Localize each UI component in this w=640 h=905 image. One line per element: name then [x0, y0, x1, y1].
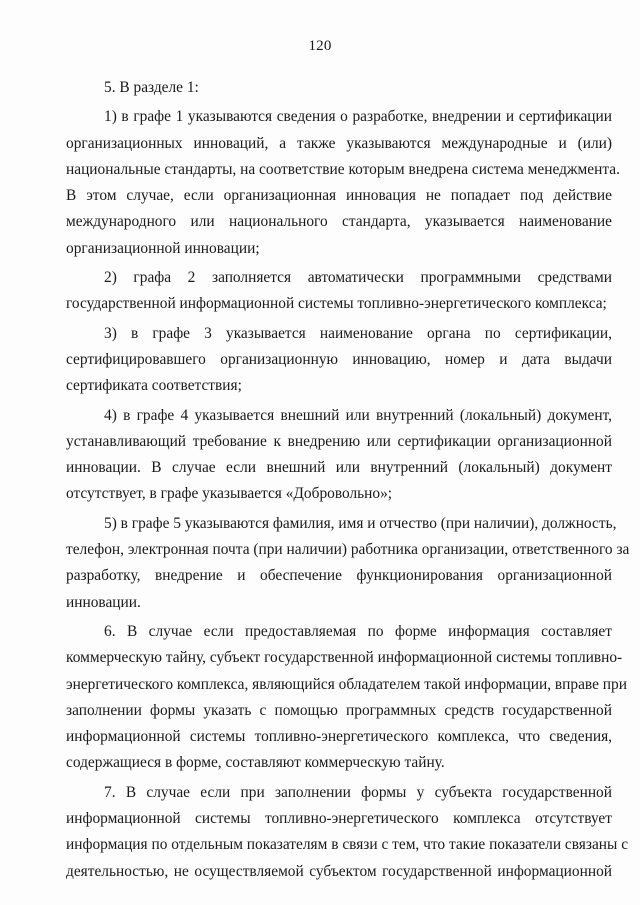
text-line: 5. В разделе 1:	[104, 79, 199, 96]
text-line: деятельностью, не осуществляемой субъектом государственной информационной	[66, 862, 612, 880]
text-line: организационных инноваций, а также указываются международные и (или)	[66, 134, 612, 152]
text-line: устанавливающий требование к внедрению или сертификации организационной	[66, 432, 612, 450]
text-line: телефон, электронная почта (при наличии) работника организации, ответственного за	[66, 541, 630, 559]
text-line: государственной информационной системы топливно-энергетического комплекса;	[66, 295, 607, 313]
text-line: информационной системы топливно-энергетического комплекса отсутствует	[66, 810, 612, 828]
text-line: инновации.	[66, 593, 141, 611]
text-line: коммерческую тайну, субъект государственной информационной системы топливно-	[66, 649, 623, 667]
text-line: заполнении формы указать с помощью программных средств государственной	[66, 701, 612, 719]
text-line: международного или национального стандарта, указывается наименование	[66, 213, 612, 231]
text-line: 1) в графе 1 указываются сведения о разработке, внедрении и сертификации	[104, 108, 612, 126]
text-line: сертификата соответствия;	[66, 377, 242, 395]
text-line: 7. В случае если при заполнении формы у субъекта государственной	[104, 783, 612, 801]
text-line: содержащиеся в форме, составляют коммерческую тайну.	[66, 754, 445, 772]
text-line: сертифицировавшего организационную инновацию, номер и дата выдачи	[66, 350, 612, 368]
text-line: 3) в графе 3 указывается наименование органа по сертификации,	[104, 324, 612, 342]
document-body	[66, 75, 630, 885]
text-line: информационной системы топливно-энергетического комплекса, что сведения,	[66, 728, 612, 746]
text-line: энергетического комплекса, являющийся обладателем такой информации, вправе при	[66, 675, 627, 693]
page-number: 120	[308, 38, 332, 54]
text-line: организационной инновации;	[66, 239, 260, 257]
text-line: В этом случае, если организационная инновация не попадает под действие	[66, 187, 612, 205]
text-line: 6. В случае если предоставляемая по форме информация составляет	[104, 622, 612, 640]
text-line: 4) в графе 4 указывается внешний или внутренний (локальный) документ,	[104, 406, 612, 424]
text-line: инновации. В случае если внешний или внутренний (локальный) документ	[66, 459, 612, 477]
text-line: национальные стандарты, на соответствие которым внедрена система менеджмента.	[66, 160, 620, 178]
text-line: информация по отдельным показателям в связи с тем, что такие показатели связаны с	[66, 836, 629, 854]
text-line: 5) в графе 5 указываются фамилия, имя и отчество (при наличии), должность,	[104, 514, 617, 532]
text-line: 2) графа 2 заполняется автоматически программными средствами	[104, 269, 612, 287]
text-line: разработку, внедрение и обеспечение функционирования организационной	[66, 567, 612, 585]
text-line: отсутствует, в графе указывается «Добровольно»;	[66, 485, 393, 503]
